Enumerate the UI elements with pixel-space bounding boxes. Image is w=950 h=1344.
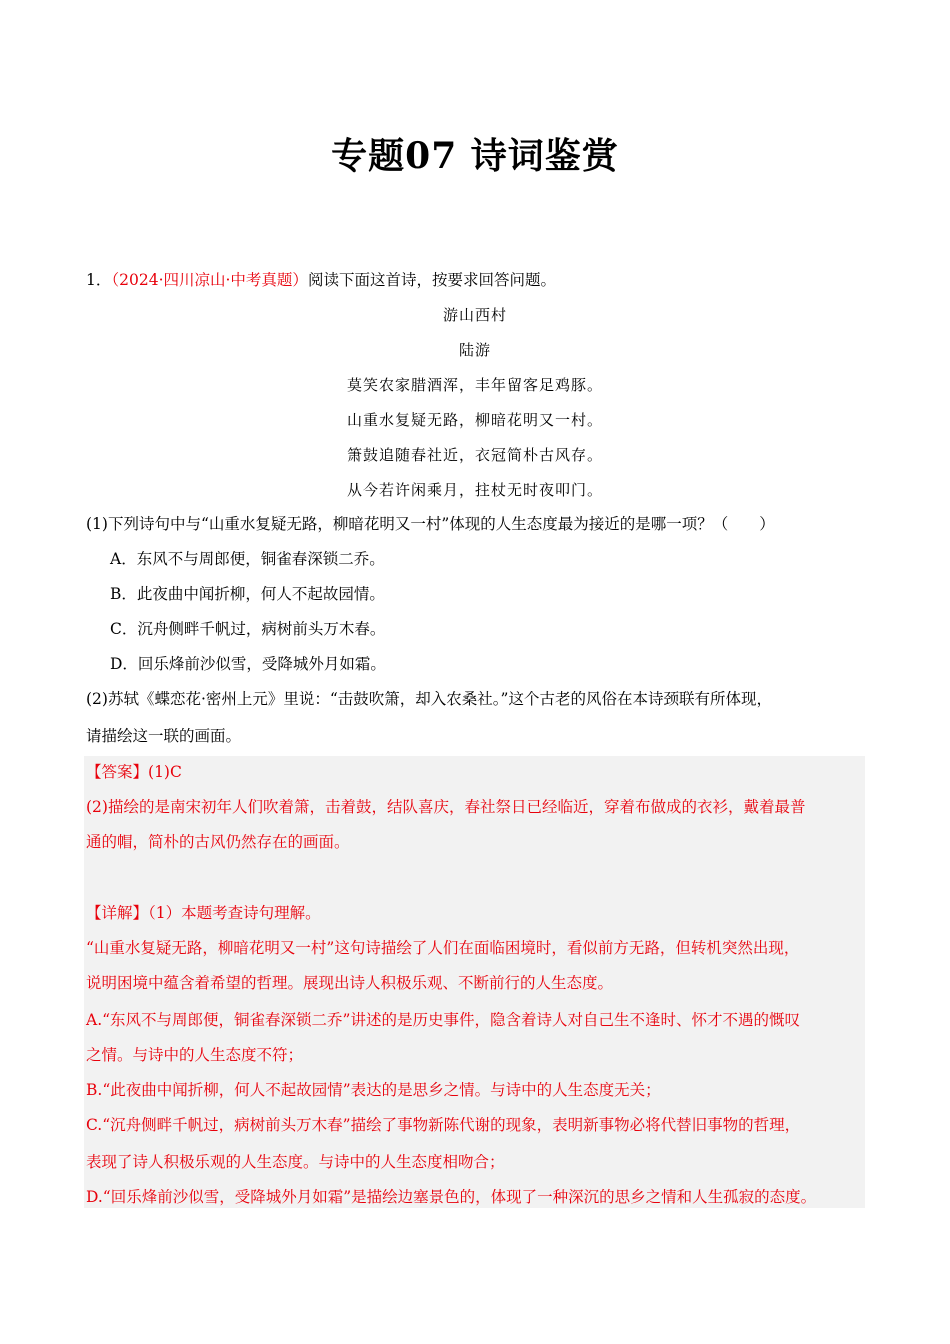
answer-label: 【答案】 — [86, 763, 149, 781]
detail-line: B.“此夜曲中闻折柳，何人不起故园情”表达的是思乡之情。与诗中的人生态度无关； — [86, 1081, 661, 1099]
poem-title: 游山西村 — [442, 306, 507, 324]
detail-line: D.“回乐烽前沙似雪，受降城外月如霜”是描绘边塞景色的，体现了一种深沉的思乡之情和人生孤寂的态度。 — [86, 1188, 817, 1206]
poem-line: 从今若许闲乘月，拄杖无时夜叩门。 — [346, 481, 603, 499]
poem-author: 陆游 — [458, 341, 491, 359]
answer-2: (2)描绘的是南宋初年人们吹着箫，击着鼓，结队喜庆，春社祭日已经临近，穿着布做成的衣衫，戴着最普 — [86, 798, 806, 816]
poem-line: 箫鼓追随春社近，衣冠简朴古风存。 — [346, 446, 603, 464]
detail-line: 之情。与诗中的人生态度不符； — [86, 1046, 304, 1064]
question-number: 1． — [86, 271, 112, 289]
sub-question-2-cont: 请描绘这一联的画面。 — [86, 727, 242, 745]
option-d: D．回乐烽前沙似雪，受降城外月如霜。 — [110, 655, 386, 673]
question-source: （2024·四川凉山·中考真题） — [111, 271, 308, 289]
poem-line: 莫笑农家腊酒浑，丰年留客足鸡豚。 — [346, 376, 603, 394]
page-title: 专题07 诗词鉴赏 — [331, 135, 619, 177]
question-prompt: 阅读下面这首诗，按要求回答问题。 — [307, 271, 556, 289]
detail-line: 表现了诗人积极乐观的人生态度。与诗中的人生态度相吻合； — [86, 1153, 505, 1171]
answer-2-cont: 通的帽，简朴的古风仍然存在的画面。 — [86, 833, 350, 851]
sub-question-2: (2)苏轼《蝶恋花·密州上元》里说：“击鼓吹箫，却入农桑社。”这个古老的风俗在本诗颈联有所体现， — [86, 690, 772, 708]
sub-question-1: (1)下列诗句中与“山重水复疑无路，柳暗花明又一村”体现的人生态度最为接近的是哪一项？（ ） — [86, 515, 775, 533]
detail-line: C.“沉舟侧畔千帆过，病树前头万木春”描绘了事物新陈代谢的现象，表明新事物必将代替旧事物的哲理， — [86, 1116, 801, 1134]
detail-intro: （1）本题考查诗句理解。 — [148, 904, 321, 922]
poem-line: 山重水复疑无路，柳暗花明又一村。 — [346, 411, 603, 429]
option-a: A．东风不与周郎便，铜雀春深锁二乔。 — [110, 550, 385, 568]
detail-header — [86, 903, 321, 923]
answer-1: (1)C — [148, 763, 182, 781]
option-b: B．此夜曲中闻折柳，何人不起故园情。 — [110, 585, 385, 603]
detail-label: 【详解】 — [86, 904, 149, 922]
detail-line: 说明困境中蕴含着希望的哲理。展现出诗人积极乐观、不断前行的人生态度。 — [86, 974, 614, 992]
option-c: C．沉舟侧畔千帆过，病树前头万木春。 — [110, 620, 386, 638]
detail-line: A.“东风不与周郎便，铜雀春深锁二乔”讲述的是历史事件，隐含着诗人对自己生不逢时、怀才不遇的慨叹 — [86, 1011, 800, 1029]
question-header — [86, 270, 556, 290]
answer-line — [86, 762, 182, 782]
detail-line: “山重水复疑无路，柳暗花明又一村”这句诗描绘了人们在面临困境时，看似前方无路，但转机突然出现， — [86, 939, 800, 957]
